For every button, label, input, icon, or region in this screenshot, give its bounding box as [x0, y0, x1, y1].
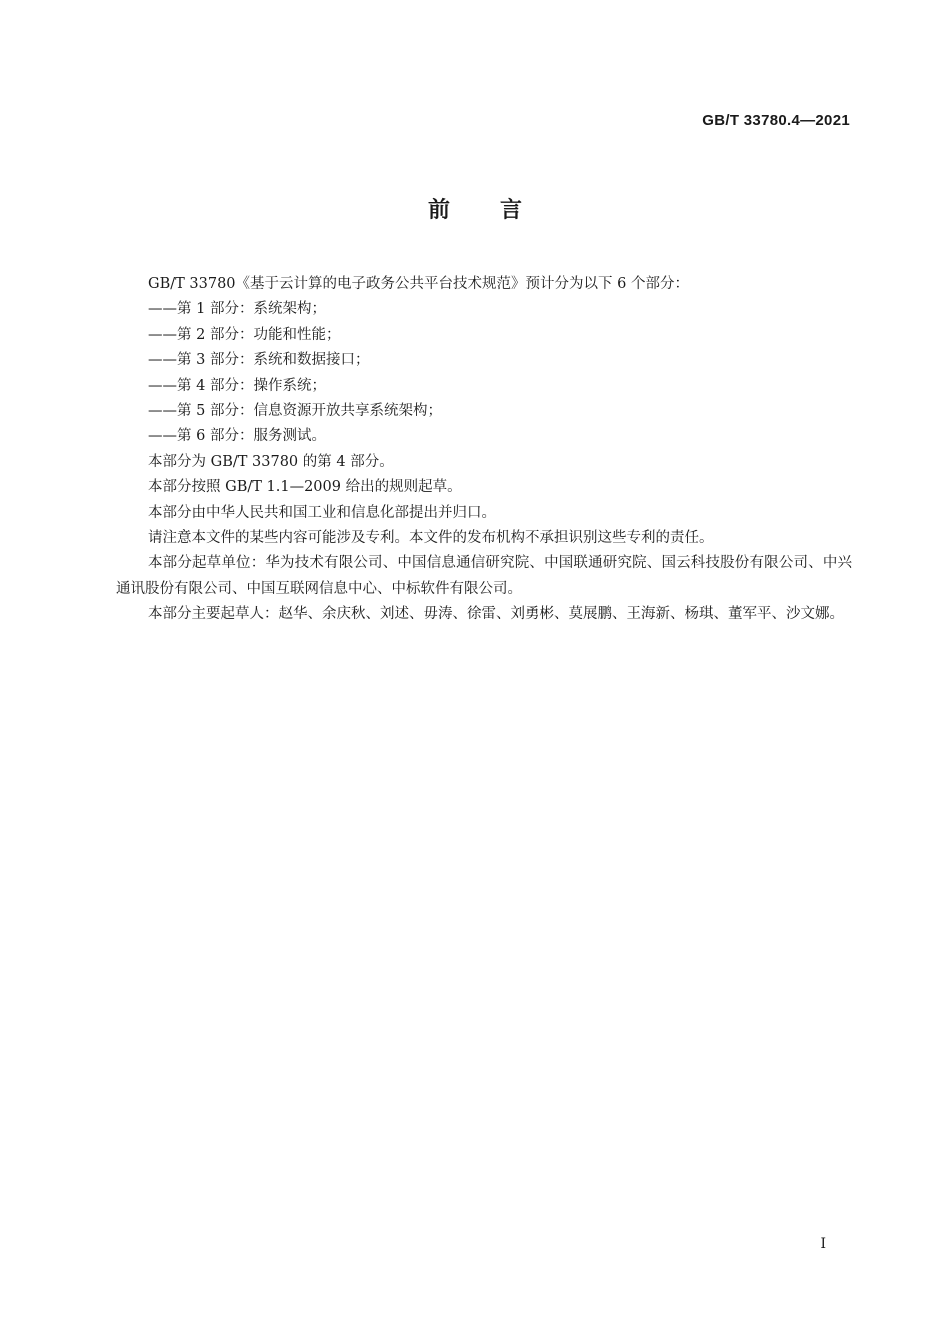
list-item-part-2: ——第 2 部分：功能和性能；	[148, 326, 341, 343]
paragraph-drafting-units: 本部分起草单位：华为技术有限公司、中国信息通信研究院、中国联通研究院、国云科技股份有限公司、中兴通讯股份有限公司、中国互联网信息中心、中标软件有限公司。	[116, 555, 852, 597]
paragraph-drafters: 本部分主要起草人：赵华、余庆秋、刘述、毋涛、徐雷、刘勇彬、莫展鹏、王海新、杨琪、董军平、沙文娜。	[148, 606, 844, 623]
standard-code: GB/T 33780.4—2021	[702, 112, 850, 129]
paragraph-drafting-rules: 本部分按照 GB/T 1.1—2009 给出的规则起草。	[148, 479, 462, 496]
intro-paragraph: GB/T 33780《基于云计算的电子政务公共平台技术规范》预计分为以下 6 个部分：	[148, 276, 689, 292]
list-item-part-1: ——第 1 部分：系统架构；	[148, 301, 326, 318]
paragraph-proposer: 本部分由中华人民共和国工业和信息化部提出并归口。	[148, 504, 496, 521]
list-item-part-4: ——第 4 部分：操作系统；	[148, 377, 326, 394]
list-item-part-5: ——第 5 部分：信息资源开放共享系统架构；	[148, 403, 442, 420]
paragraph-part-statement: 本部分为 GB/T 33780 的第 4 部分。	[148, 453, 394, 470]
list-item-part-3: ——第 3 部分：系统和数据接口；	[148, 352, 370, 369]
list-item-part-6: ——第 6 部分：服务测试。	[148, 428, 326, 445]
page-number: I	[820, 1236, 826, 1252]
paragraph-patent-notice: 请注意本文件的某些内容可能涉及专利。本文件的发布机构不承担识别这些专利的责任。	[148, 530, 714, 547]
foreword-body	[116, 272, 852, 628]
page-title: 前言	[427, 198, 572, 223]
